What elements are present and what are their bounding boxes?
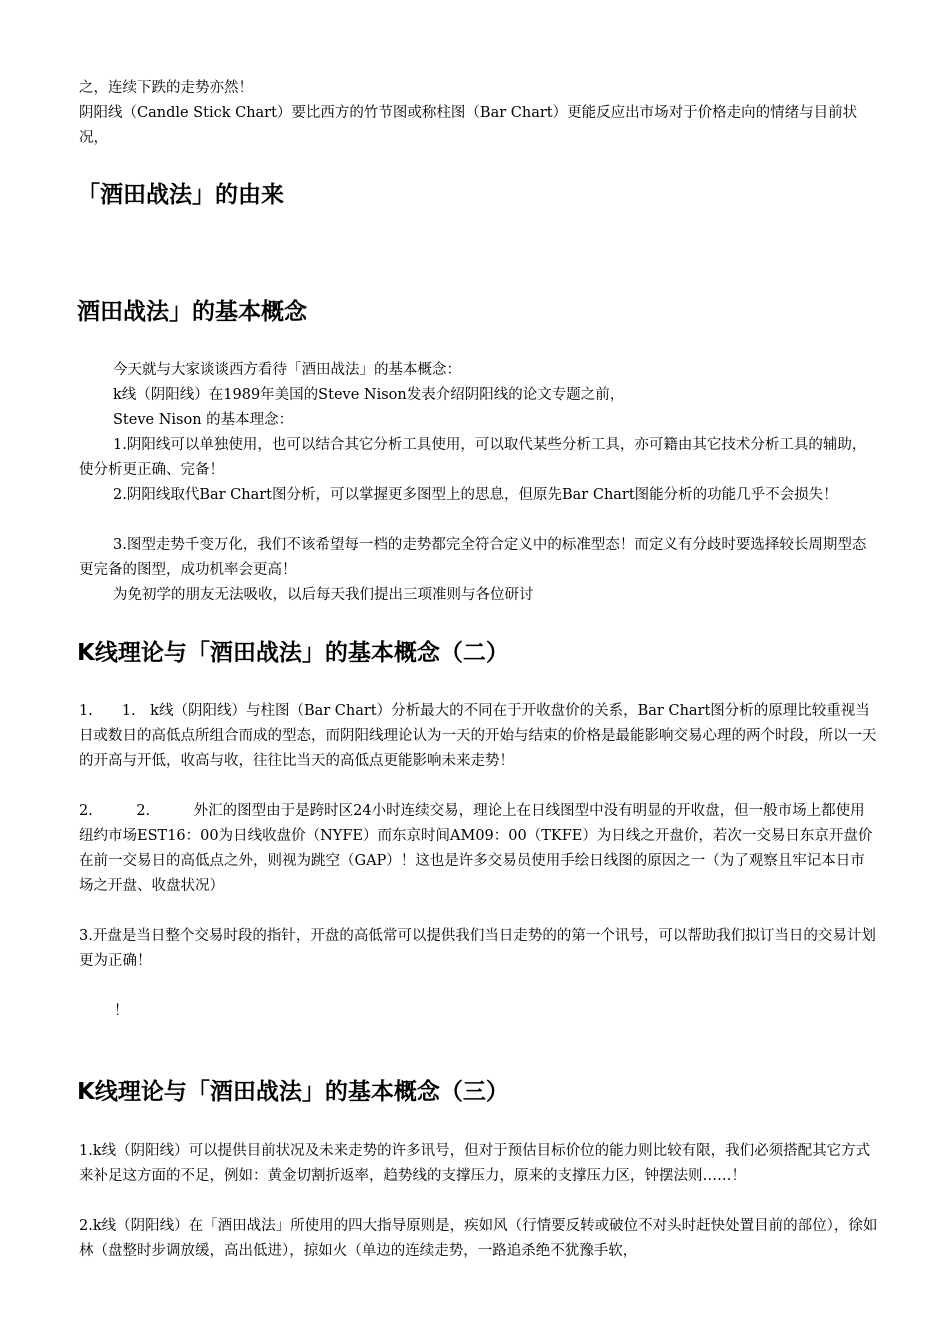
basic-concept-point-2: 2.阴阳线取代Bar Chart图分析，可以掌握更多图型上的思息，但原先Bar Chart图能分析的功能几乎不会损失！ (113, 487, 838, 503)
section-heading-part-two: K线理论与「酒田战法」的基本概念（二） (77, 640, 509, 666)
basic-concept-closing: 为免初学的朋友无法吸收，以后每天我们提出三项准则与各位研讨 (113, 587, 534, 603)
basic-concept-paragraph-3: Steve Nison 的基本理念： (113, 412, 294, 428)
basic-concept-paragraph-1: 今天就与大家谈谈西方看待「酒田战法」的基本概念： (113, 362, 461, 378)
intro-paragraph: 阴阳线（Candle Stick Chart）要比西方的竹节图或称柱图（Bar Chart）更能反应出市场对于价格走向的情绪与目前状况， (79, 105, 858, 146)
basic-concept-point-1: 1.阴阳线可以单独使用，也可以结合其它分析工具使用，可以取代某些分析工具，亦可籍由其它技术分析工具的辅助，使分析更正确、完备！ (79, 437, 867, 478)
part-two-exclamation: ！ (114, 1003, 129, 1019)
section-heading-basic-concept: 酒田战法」的基本概念 (77, 299, 307, 325)
section-heading-origin: 「酒田战法」的由来 (77, 182, 284, 208)
part-three-paragraph-2: 2.k线（阴阳线）在「酒田战法」所使用的四大指导原则是，疾如风（行情要反转或破位不对头时赶快处置目前的部位），徐如林（盘整时步调放缓，高出低进），掠如火（单边的连续走势，一路追杀绝不犹豫手软， (79, 1218, 878, 1259)
part-two-paragraph-3: 3.开盘是当日整个交易时段的指针，开盘的高低常可以提供我们当日走势的的第一个讯号，可以帮助我们拟订当日的交易计划更为正确！ (79, 928, 876, 969)
part-two-paragraph-1: 1. 1. k线（阴阳线）与柱图（Bar Chart）分析最大的不同在于开收盘价的关系，Bar Chart图分析的原理比较重视当日或数日的高低点所组合而成的型态，而阴阳线理论认为一天的开始与结束的价格是最能影响交易心理的两个时段，所以一天的开高与开低，收高与收，往往比当天的高低点更能影响未来走势！ (79, 703, 877, 769)
part-three-paragraph-1: 1.k线（阴阳线）可以提供目前状况及未来走势的许多讯号，但对于预估目标价位的能力则比较有限，我们必须搭配其它方式来补足这方面的不足，例如：黄金切割折返率，趋势线的支撑压力，原来的支撑压力区，钟摆法则……！ (79, 1143, 871, 1184)
section-heading-part-three: K线理论与「酒田战法」的基本概念（三） (77, 1079, 509, 1105)
part-two-paragraph-2: 2. 2. 外汇的图型由于是跨时区24小时连续交易，理论上在日线图型中没有明显的开收盘，但一般市场上都使用纽约市场EST16：00为日线收盘价（NYFE）而东京时间AM09：00（TKFE）为日线之开盘价，若次一交易日东京开盘价在前一交易日的高低点之外，则视为跳空（GAP）！这也是许多交易员使用手绘日线图的原因之一（为了观察且牢记本日市场之开盘、收盘状况） (79, 803, 873, 894)
basic-concept-paragraph-2: k线（阴阳线）在1989年美国的Steve Nison发表介绍阴阳线的论文专题之前， (113, 387, 625, 403)
intro-line-1: 之，连续下跌的走势亦然！ (79, 80, 253, 96)
basic-concept-point-3: 3.图型走势千变万化，我们不该希望每一档的走势都完全符合定义中的标准型态！而定义有分歧时要选择较长周期型态更完备的图型，成功机率会更高！ (79, 537, 867, 578)
